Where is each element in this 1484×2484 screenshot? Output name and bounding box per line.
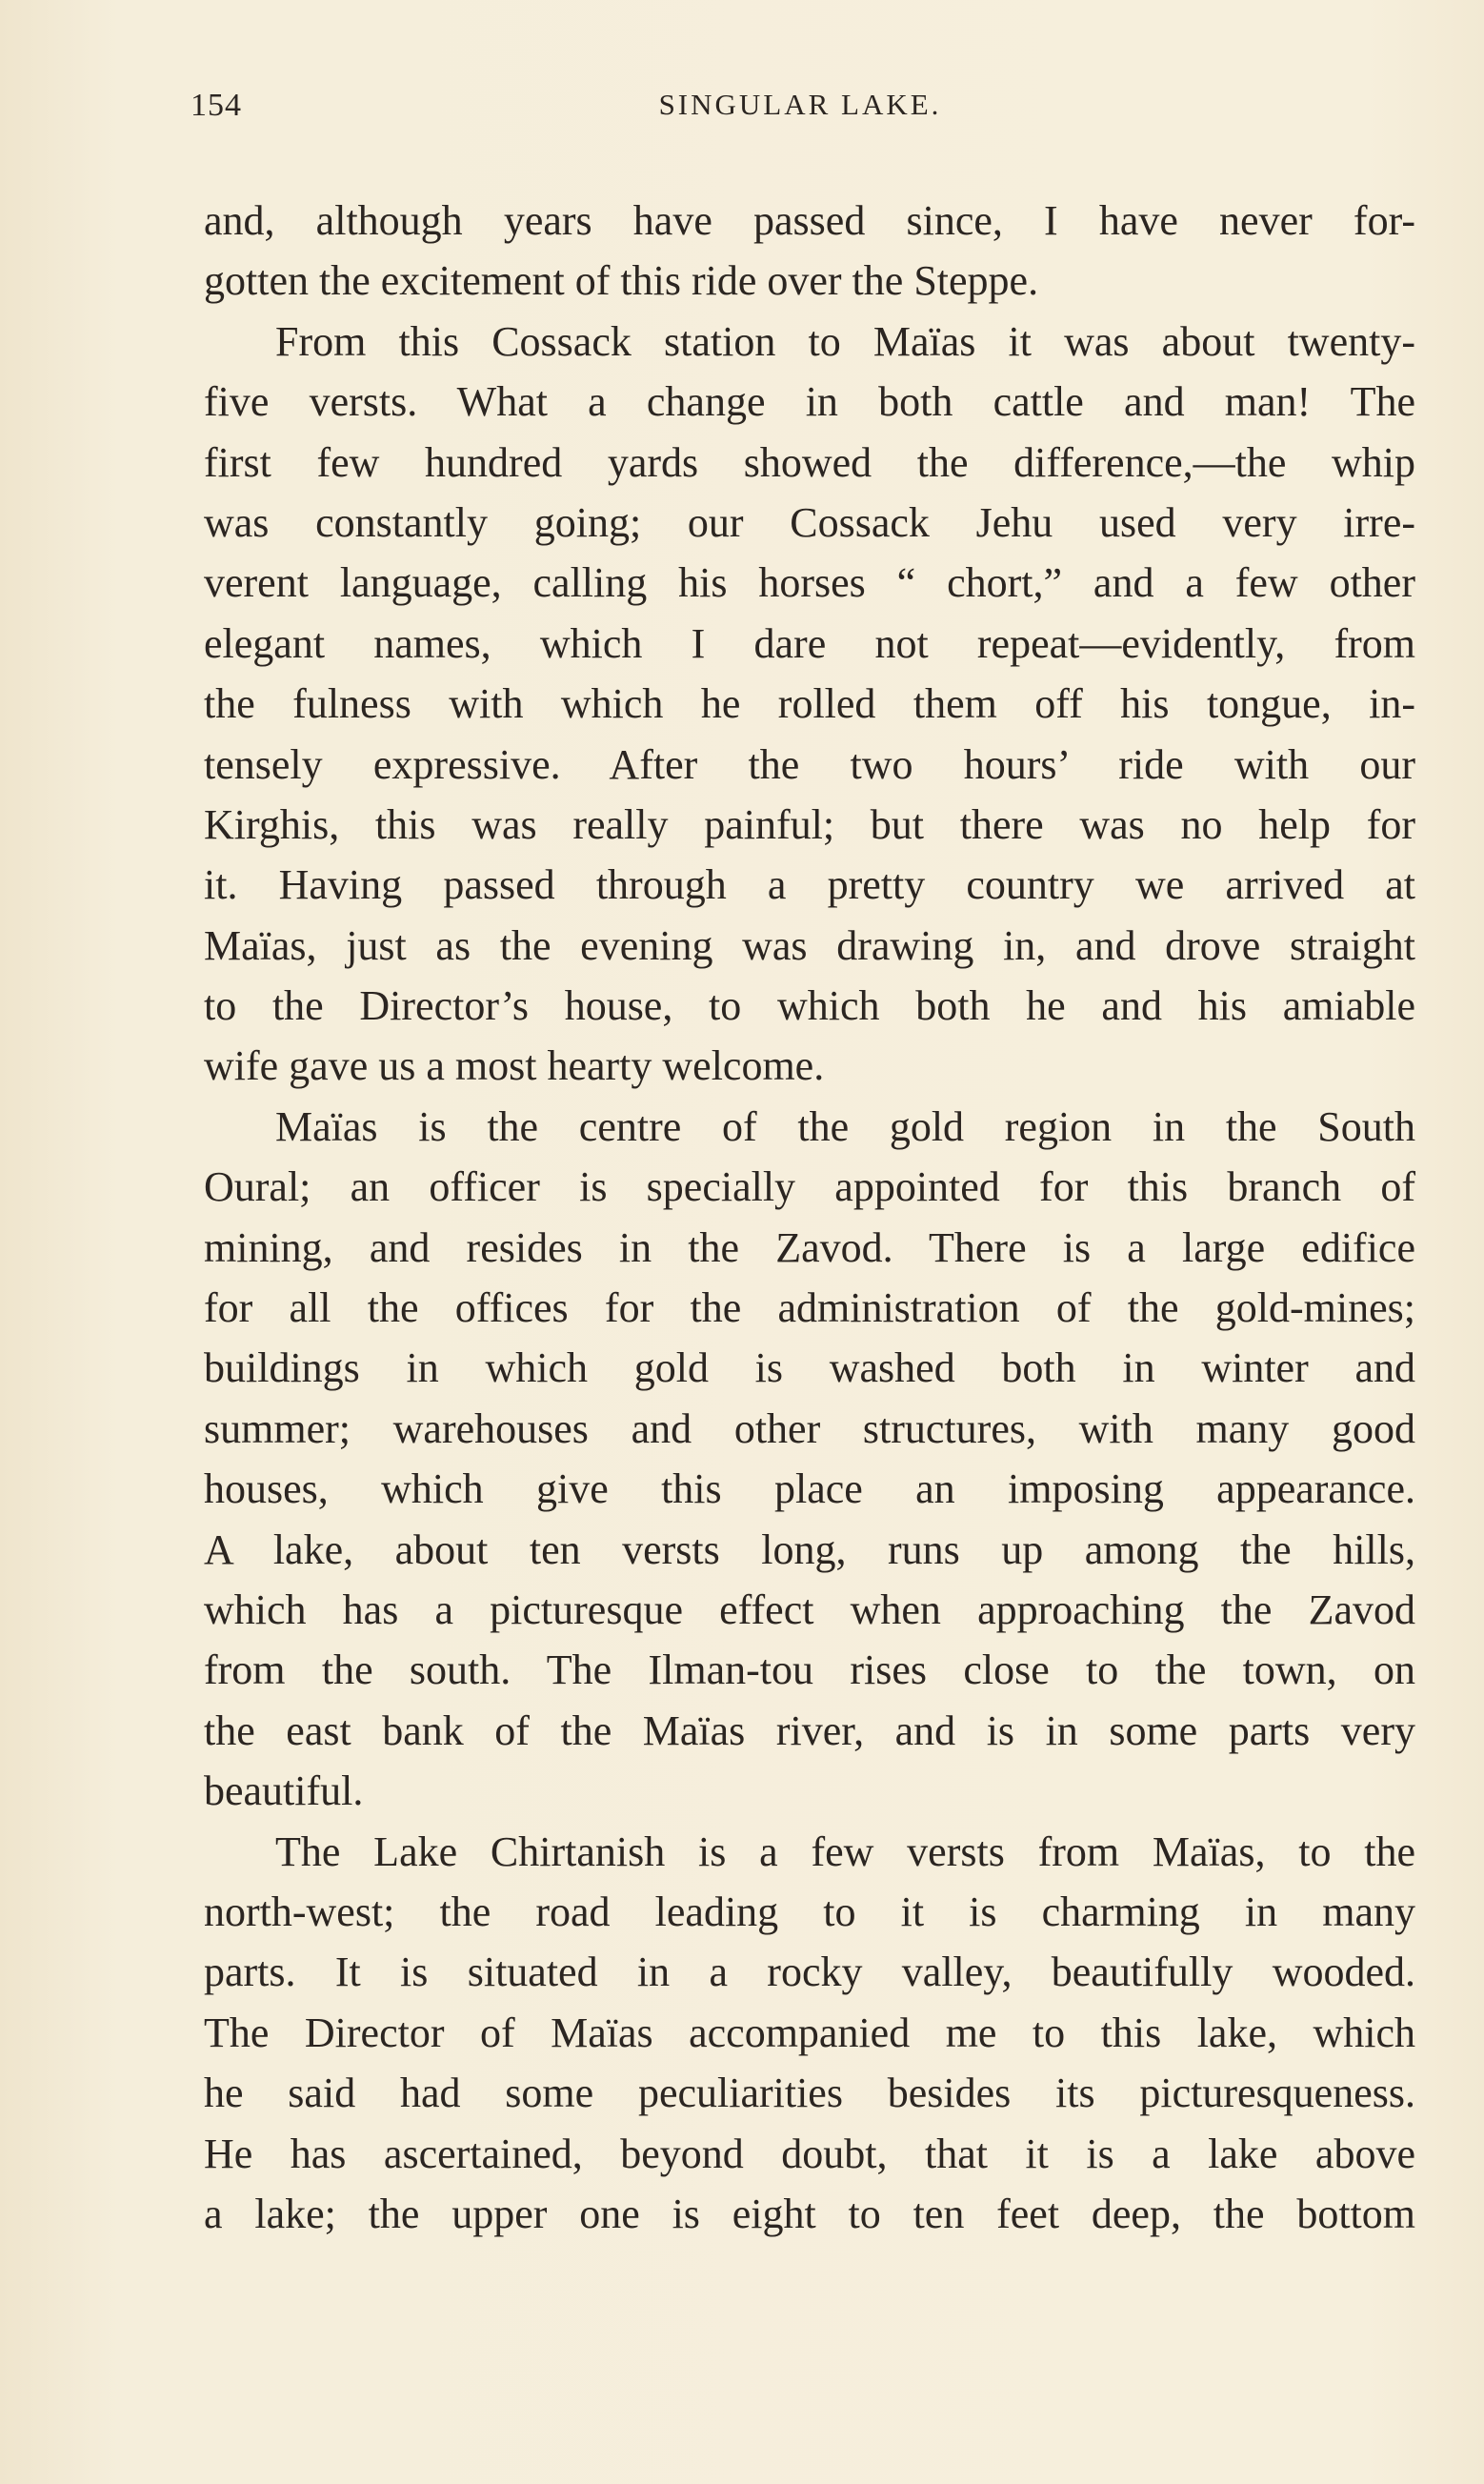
text-line: elegant names, which I dare not repeat—evidently, from <box>204 619 1415 667</box>
text-line: Oural; an officer is specially appointed for this branch of <box>204 1163 1415 1211</box>
text-line: first few hundred yards showed the difference,—the whip <box>204 438 1415 486</box>
text-line: He has ascertained, beyond doubt, that it is a lake above <box>204 2130 1415 2177</box>
text-line: from the south. The Ilman-tou rises close to the town, on <box>204 1646 1415 1694</box>
text-line: verent language, calling his horses “ chort,” and a few other <box>204 559 1415 607</box>
running-title: SINGULAR LAKE. <box>658 88 942 121</box>
text-line: north-west; the road leading to it is charming in many <box>204 1888 1415 1935</box>
text-line: Maïas, just as the evening was drawing in, and drove straight <box>204 921 1415 969</box>
text-line: Maïas is the centre of the gold region in the South <box>275 1102 1415 1150</box>
text-line: five versts. What a change in both cattle and man! The <box>204 378 1415 426</box>
text-line: for all the offices for the administration of the gold-mines; <box>204 1284 1415 1332</box>
text-line: A lake, about ten versts long, runs up among the hills, <box>204 1525 1415 1573</box>
page-header <box>191 88 1410 135</box>
text-line: it. Having passed through a pretty country we arrived at <box>204 861 1415 909</box>
text-line: beautiful. <box>204 1767 364 1815</box>
text-line: was constantly going; our Cossack Jehu used very irre- <box>204 498 1415 546</box>
text-line: mining, and resides in the Zavod. There is a large edifice <box>204 1223 1415 1271</box>
text-line: The Lake Chirtanish is a few versts from Maïas, to the <box>275 1828 1415 1875</box>
text-line: the fulness with which he rolled them off his tongue, in- <box>204 680 1415 728</box>
text-line: wife gave us a most hearty welcome. <box>204 1042 825 1090</box>
text-line: houses, which give this place an imposing appearance. <box>204 1465 1415 1513</box>
body-text <box>204 191 1415 2244</box>
text-line: summer; warehouses and other structures, with many good <box>204 1404 1415 1452</box>
text-line: The Director of Maïas accompanied me to this lake, which <box>204 2009 1415 2056</box>
text-line: From this Cossack station to Maïas it was about twenty- <box>275 317 1415 365</box>
text-line: and, although years have passed since, I have never for- <box>204 197 1415 244</box>
text-line: a lake; the upper one is eight to ten feet deep, the bottom <box>204 2190 1415 2237</box>
text-line: he said had some peculiarities besides its picturesqueness. <box>204 2070 1415 2117</box>
text-line: parts. It is situated in a rocky valley, beautifully wooded. <box>204 1949 1415 1996</box>
text-line: Kirghis, this was really painful; but there was no help for <box>204 800 1415 848</box>
text-line: to the Director’s house, to which both he and his amiable <box>204 982 1415 1030</box>
page-number: 154 <box>191 88 242 123</box>
text-line: gotten the excitement of this ride over the Steppe. <box>204 257 1039 305</box>
text-line: buildings in which gold is washed both in winter and <box>204 1344 1415 1392</box>
text-line: tensely expressive. After the two hours’ ride with our <box>204 740 1415 788</box>
text-line: the east bank of the Maïas river, and is in some parts very <box>204 1706 1415 1754</box>
text-line: which has a picturesque effect when approaching the Zavod <box>204 1585 1415 1633</box>
